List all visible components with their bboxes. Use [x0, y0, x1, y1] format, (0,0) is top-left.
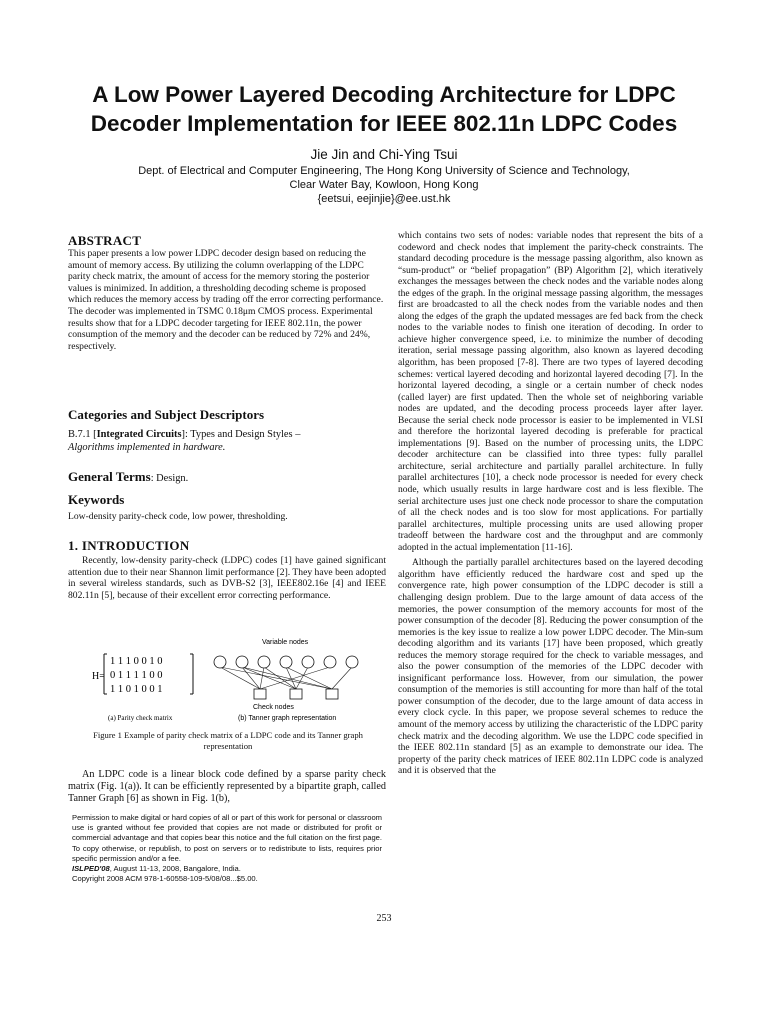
copyright: Copyright 2008 ACM 978-1-60558-109-5/08/08...$5.00. — [72, 874, 258, 884]
right-paragraph-2: Although the partially parallel architectures based on the layered decoding algorithm have efficiently reduced the hardware cost and sped up the convergence rate, high power consumption of the LDPC decoder is still a challenging design problem. Due to the large amount of data access of the memories, the power consumption of the memory accounts for most of the power consumption of the decoder [8]. Reducing the power consumption of the memories is the key issue to realize a low power LDPC decoder. The Min-sum decoding algorithm and its variants [17] have been proposed, which greatly reduces the memory storage required for the check to variable messages, and also the power consumption of the memories of the LDPC decoder with insignificant performance loss. However, from our simulation, the power consumption of the memories is still accounting for more than half of the total power consumption of the decoder, due to the large amount of data access in every clock cycle. In this paper, we propose several schemes to reduce the amount of the memory access by utilizing the characteristic of the LDPC parity check matrix and the decoding algorithm. We use the LDPC code specified in the IEEE 802.11n standard [5] as an example to demonstrate our idea. The property of the parity check matrices of IEEE 802.11n LDPC code is analyzed and it is observed that the — [398, 557, 703, 777]
tanner-edge — [286, 667, 332, 689]
tanner-edge — [260, 667, 264, 689]
tanner-edge — [332, 667, 352, 689]
introduction-para-1 — [68, 555, 386, 601]
introduction-para-2 — [68, 769, 386, 806]
general-terms — [68, 469, 188, 485]
categories-rest: ]: Types and Design Styles – — [181, 429, 301, 440]
matrix-row-2: 0 1 1 1 1 0 0 — [110, 670, 163, 681]
variable-node — [302, 656, 314, 668]
variable-node — [280, 656, 292, 668]
categories-heading: Categories and Subject Descriptors — [68, 407, 265, 422]
right-paragraph-1: which contains two sets of nodes: variable nodes that represent the bits of a codeword and check nodes that implement the parity-check constraints. The standard decoding procedure is the message passing algorithm, also known as “sum-product” or “belief propagation” (BP) Algorithm [2], which iteratively exchanges the messages between the check nodes and the variable nodes along the edges of the graph. In the original message passing algorithm, the messages first are broadcasted to all the check nodes from the variable nodes and then along the edges of the graph the updated messages are fed back from the check nodes to the variable nodes to finish one iteration of decoding. In order to achieve higher convergence speed, i.e. to minimize the number of decoding iteration, serial message passing algorithm, also known as layered decoding algorithm, has been proposed [7-8]. There are two types of layered decoding schemes: vertical layered decoding and horizontal layered decoding [7]. In the horizontal layered decoding, a single or a certain number of check nodes (called layer) are first updated. Then the whole set of neighboring variable nodes are updated, and the decoding process proceeds layer after layer. Because the serial check node processor is easier to be implemented in VLSI and therefore the horizontal layered decoding is preferable for practical implementations [9]. Based on the number of processing units, the LDPC decoder architecture can be classified into three types: fully parallel architecture, serial architecture and partially parallel architecture. In fully parallel architectures [10], a check node processor is needed for every check node, which usually results in large hardware cost and is less flexible. The serial architecture uses just one check node processor to share the computation of all the check nodes and is too slow for most applications. For partially parallel architectures, multiple processing units are used allowing proper tradeoff between the hardware cost and the throughput and are commonly adopted in the actual implementation [11-16]. — [398, 230, 703, 553]
right-column — [398, 230, 703, 777]
tanner-edge — [296, 667, 308, 689]
affiliation-line-1: Dept. of Electrical and Computer Engineering, The Hong Kong University of Science and Technology, — [138, 165, 630, 177]
page-number: 253 — [376, 913, 392, 924]
check-nodes — [254, 689, 338, 699]
variable-nodes — [214, 656, 358, 668]
tanner-edges — [220, 667, 352, 689]
abstract-paragraph: This paper presents a low power LDPC decoder design based on reducing the amount of memory access. By utilizing the column overlapping of the LDPC parity check matrix, the amount of access for the memory storing the posterior values is minimized. In addition, a thresholding decoding scheme is proposed which reduces the memory access by trading off the error correcting performance. The decoder was implemented in TSMC 0.18μm CMOS process. Experimental results show that for a LDPC decoder targeting for IEEE 802.11n, the power consumption of the memory and the decoder can be reduced by 72% and 24%, respectively. — [68, 248, 384, 352]
categories-code: B.7.1 [ — [68, 429, 97, 440]
figure-caption: Figure 1 Example of parity check matrix of a LDPC code and its Tanner graph representation — [93, 730, 363, 751]
affiliation — [40, 164, 728, 206]
keywords-text: Low-density parity-check code, low power, thresholding. — [68, 511, 288, 522]
check-node — [326, 689, 338, 699]
variable-node — [324, 656, 336, 668]
general-terms-text: : Design. — [150, 473, 189, 484]
affiliation-email: {eetsui, eejinjie}@ee.ust.hk — [317, 193, 451, 205]
categories-bold: Integrated Circuits — [96, 429, 182, 440]
check-node — [254, 689, 266, 699]
venue: ISLPED'08 — [72, 864, 110, 874]
abstract-heading: ABSTRACT — [68, 233, 142, 248]
authors: Jie Jin and Chi-Ying Tsui — [310, 147, 458, 162]
matrix-row-3: 1 1 0 1 0 0 1 — [110, 684, 163, 695]
tanner-edge — [220, 667, 332, 689]
categories-italic: Algorithms implemented in hardware. — [68, 442, 226, 453]
affiliation-line-2: Clear Water Bay, Kowloon, Hong Kong — [289, 179, 479, 191]
check-nodes-label: Check nodes — [253, 704, 294, 711]
categories-text — [68, 428, 386, 454]
abstract-text — [68, 248, 386, 352]
introduction-heading: 1. INTRODUCTION — [68, 538, 190, 553]
tanner-edge — [220, 667, 260, 689]
general-terms-heading: General Terms — [68, 469, 151, 484]
venue-details: , August 11-13, 2008, Bangalore, India. — [109, 864, 241, 874]
variable-nodes-label: Variable nodes — [262, 639, 309, 646]
variable-node — [214, 656, 226, 668]
paper-title — [40, 80, 728, 138]
matrix-label: H= — [92, 671, 105, 682]
figure-sub-b: (b) Tanner graph representation — [238, 715, 337, 722]
check-node — [290, 689, 302, 699]
keywords-heading: Keywords — [68, 492, 125, 507]
variable-node — [346, 656, 358, 668]
permission-text: Permission to make digital or hard copies of all or part of this work for personal or classroom use is granted without fee provided that copies are not made or distributed for profit or commercial advantage and that copies bear this notice and the full citation on the first page. To copy otherwise, or republish, to post on servers or to redistribute to lists, requires prior specific permission and/or a fee. — [72, 813, 382, 863]
variable-node — [258, 656, 270, 668]
variable-node — [236, 656, 248, 668]
matrix-row-1: 1 1 1 0 0 1 0 — [110, 656, 163, 667]
intro-paragraph-1: Recently, low-density parity-check (LDPC) codes [1] have gained significant attention due to their near Shannon limit performance [2]. They have been adopted in several wireless standards, such as DVB-S2 [3], IEEE802.16e [4] and IEEE 802.11n [5], because of their excellent error correcting performance. — [68, 555, 386, 601]
permission-notice — [72, 813, 382, 884]
title-line-2: Decoder Implementation for IEEE 802.11n LDPC Codes — [90, 111, 678, 136]
tanner-edge — [242, 667, 260, 689]
title-line-1: A Low Power Layered Decoding Architecture for LDPC — [92, 82, 676, 107]
figure-sub-a: (a) Parity check matrix — [108, 714, 173, 722]
intro-paragraph-2: An LDPC code is a linear block code defined by a sparse parity check matrix (Fig. 1(a)). It can be efficiently represented by a bipartite graph, called Tanner Graph [6] as shown in Fig. 1(b), — [68, 769, 386, 805]
